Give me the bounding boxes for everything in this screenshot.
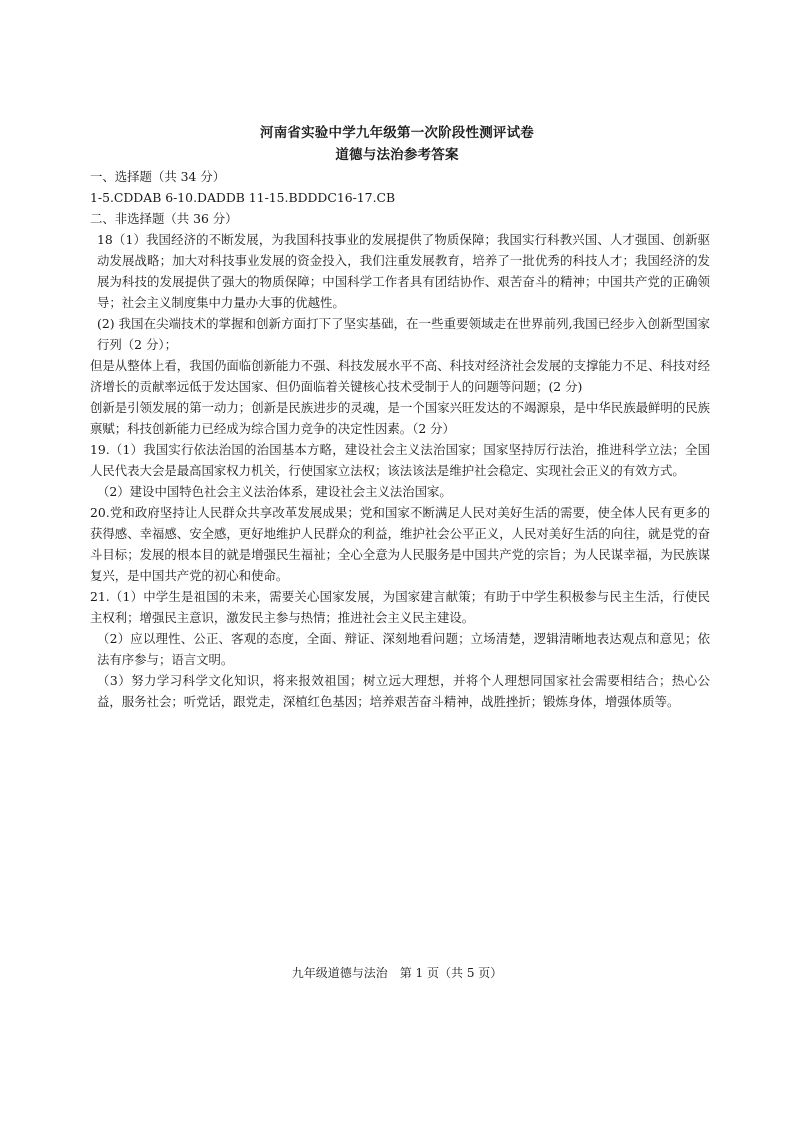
- page-footer: 九年级道德与法治 第 1 页（共 5 页）: [291, 966, 503, 980]
- answer-19-1: 19.（1）我国实行依法治国的治国基本方略，建设社会主义法治国家；国家坚持厉行法治，推进科学立法；全国人民代表大会是最高国家权力机关，行使国家立法权；该法该法是维护社会稳定、实现社会正义的有效方式。: [90, 442, 710, 478]
- answer-18-2: (2) 我国在尖端技术的掌握和创新方面打下了坚实基础，在一些重要领域走在世界前列,我国已经步入创新型国家行列（2 分）；: [97, 316, 710, 352]
- choice-answers: 1-5.CDDAB 6-10.DADDB 11-15.BDDDC16-17.CB: [90, 190, 396, 205]
- answer-19-2: （2）建设中国特色社会主义法治体系，建设社会主义法治国家。: [97, 484, 452, 499]
- answer-18-1: 18（1）我国经济的不断发展，为我国科技事业的发展提供了物质保障；我国实行科教兴国、人才强国、创新驱动发展战略；加大对科技事业发展的资金投入，我们注重发展教育，培养了一批优秀的科技人才；我国经济的发展为科技的发展提供了强大的物质保障；中国科学工作者具有团结协作、艰苦奋斗的精神；中国共产党的正确领导；社会主义制度集中力量办大事的优越性。: [97, 232, 710, 310]
- section-heading-nonchoice: 二、非选择题（共 36 分）: [90, 211, 238, 226]
- answer-21-1: 21.（1）中学生是祖国的未来，需要关心国家发展，为国家建言献策；有助于中学生积极参与民主生活，行使民主权利；增强民主意识，激发民主参与热情；推进社会主义民主建设。: [90, 589, 710, 625]
- answer-21-3: （3）努力学习科学文化知识，将来报效祖国；树立远大理想，并将个人理想同国家社会需要相结合；热心公益，服务社会；听党话，跟党走，深植红色基因；培养艰苦奋斗精神，战胜挫折；锻炼身体，增强体质等。: [97, 673, 710, 709]
- answer-18-3: 创新是引领发展的第一动力；创新是民族进步的灵魂，是一个国家兴旺发达的不竭源泉，是中华民族最鲜明的民族禀赋；科技创新能力已经成为综合国力竞争的决定性因素。（2 分）: [90, 400, 710, 436]
- answer-body: [90, 166, 710, 712]
- section-heading-choice: 一、选择题（共 34 分）: [90, 169, 226, 184]
- answer-18-2-continued: 但是从整体上看，我国仍面临创新能力不强、科技发展水平不高、科技对经济社会发展的支撑能力不足、科技对经济增长的贡献率远低于发达国家、但仍面临着关键核心技术受制于人的问题等问题；(2 分): [90, 358, 710, 394]
- answer-21-2: （2）应以理性、公正、客观的态度，全面、辩证、深刻地看问题；立场清楚，逻辑清晰地表达观点和意见；依法有序参与；语言文明。: [97, 631, 710, 667]
- document-title: 河南省实验中学九年级第一次阶段性测评试卷: [260, 125, 534, 141]
- answer-20: 20.党和政府坚持让人民群众共享改革发展成果；党和国家不断满足人民对美好生活的需要，使全体人民有更多的获得感、幸福感、安全感，更好地维护人民群众的利益，维护社会公平正义，人民对美好生活的向往，就是党的奋斗目标；发展的根本目的就是增强民生福祉；全心全意为人民服务是中国共产党的宗旨；为人民谋幸福，为民族谋复兴，是中国共产党的初心和使命。: [90, 505, 710, 583]
- document-subtitle: 道德与法治参考答案: [335, 147, 459, 163]
